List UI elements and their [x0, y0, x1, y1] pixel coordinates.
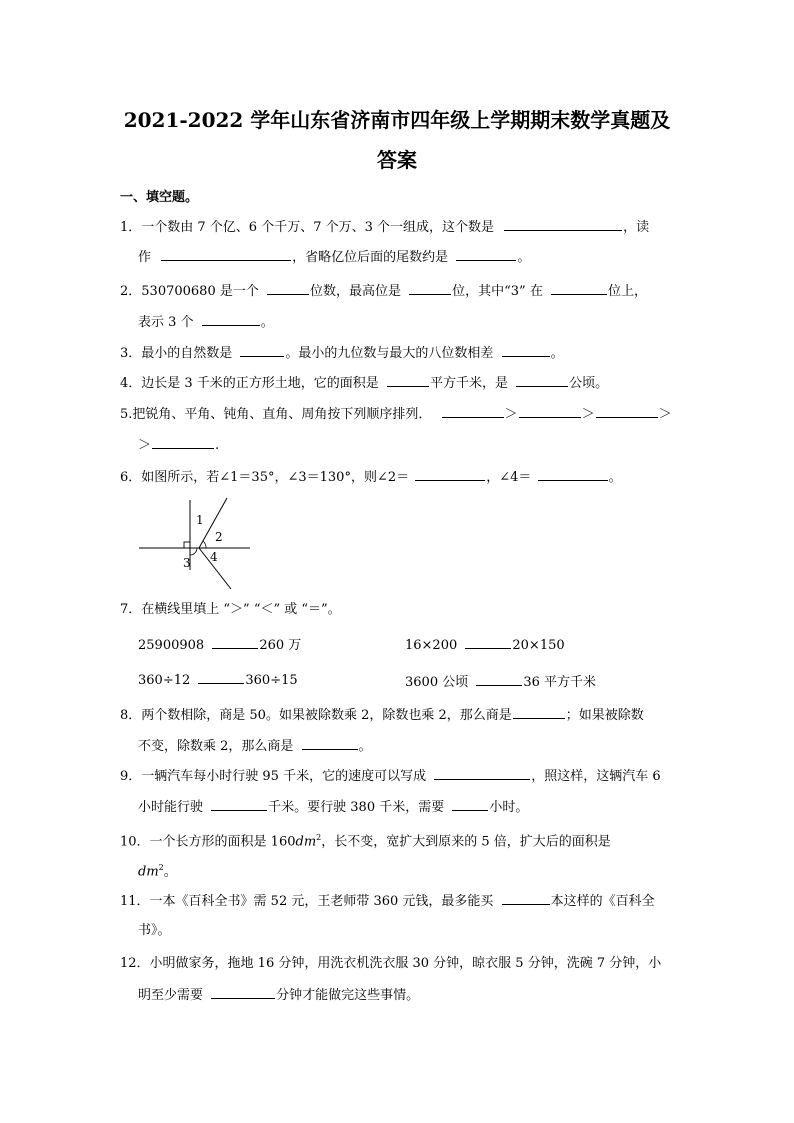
greater-than-sign: ＞	[138, 438, 152, 453]
compare-left: 360÷12	[138, 673, 191, 688]
greater-than-sign: ＞	[581, 407, 595, 422]
angle-label-2: 2	[215, 530, 223, 544]
angle-label-4: 4	[210, 550, 218, 564]
question-text: 分钟才能做完这些事情。	[276, 988, 420, 1003]
question-8-line-2	[138, 737, 372, 756]
question-text: 。	[163, 864, 177, 880]
angle-figure	[135, 495, 255, 595]
question-text: 6．如图所示，若∠1＝35°，∠3＝130°，则∠2＝	[120, 470, 410, 485]
question-text: 2．530700680 是一个	[120, 284, 259, 299]
answer-blank[interactable]	[211, 798, 267, 811]
page-title: 2021-2022 学年山东省济南市四年级上学期期末数学真题及	[123, 108, 671, 132]
answer-blank[interactable]	[596, 405, 658, 418]
question-9-line-1	[120, 767, 661, 786]
question-text: 位上，	[607, 284, 647, 299]
section-heading: 一、填空题。	[120, 190, 199, 205]
question-text: 公顷。	[569, 376, 609, 391]
question-text: 5.把锐角、平角、钝角、直角、周角按下列顺序排列．	[120, 407, 432, 422]
answer-blank[interactable]	[551, 282, 607, 295]
question-text: 小时。	[489, 800, 529, 815]
answer-blank[interactable]	[516, 374, 568, 387]
compare-right: 20×150	[512, 638, 565, 653]
angle-label-1: 1	[196, 513, 204, 527]
answer-blank[interactable]	[476, 673, 522, 686]
question-5-line-1	[120, 405, 672, 424]
question-3	[120, 344, 564, 363]
question-7: 7．在横线里填上 “＞” “＜” 或 “＝”。	[120, 602, 341, 617]
question-text: 1．一个数由 7 个亿、6 个千万、7 个万、3 个一组成，这个数是	[120, 220, 495, 235]
question-9-line-2	[138, 798, 528, 817]
question-text: 8．两个数相除，商是 50。如果被除数乘 2，除数也乘 2，那么商是	[120, 708, 512, 723]
question-text: 位数，最高位是	[309, 284, 401, 299]
answer-blank[interactable]	[452, 798, 488, 811]
question-12-line-2	[138, 986, 419, 1005]
question-10-line-2	[138, 859, 177, 881]
question-text: ，照这样，这辆汽车 6	[531, 769, 661, 784]
question-1-line-1	[120, 218, 649, 237]
question-5-line-2	[138, 436, 219, 455]
compare-left: 16×200	[405, 638, 458, 653]
question-text: 3．最小的自然数是	[120, 346, 233, 361]
question-2-line-1	[120, 282, 647, 301]
unit-exponent: 2	[158, 863, 164, 872]
question-text: ，读	[623, 220, 650, 235]
answer-blank[interactable]	[502, 892, 550, 905]
answer-blank[interactable]	[519, 405, 581, 418]
question-text: 本这样的《百科全	[550, 894, 655, 909]
compare-left: 25900908	[138, 638, 205, 653]
question-text: ，∠4＝	[486, 470, 532, 485]
question-text: 平方千米，是	[429, 376, 508, 391]
question-text: 位，其中“3” 在	[452, 284, 543, 299]
question-6	[120, 468, 622, 487]
question-text: 11．一本《百科全书》需 52 元，王老师带 360 元钱，最多能买	[120, 894, 494, 909]
compare-right: 260 万	[259, 638, 302, 653]
angle-arc	[190, 548, 197, 555]
right-angle-mark	[184, 542, 190, 548]
angle-label-3: 3	[183, 556, 191, 570]
answer-blank[interactable]	[513, 706, 565, 719]
question-text: 小时能行驶	[138, 800, 204, 815]
angle-arc	[203, 541, 206, 548]
compare-right: 360÷15	[245, 673, 298, 688]
answer-blank[interactable]	[212, 636, 258, 649]
answer-blank[interactable]	[202, 313, 260, 326]
question-text: 明至少需要	[138, 988, 204, 1003]
question-text: 9．一辆汽车每小时行驶 95 千米，它的速度可以写成	[120, 769, 427, 784]
greater-than-sign: ＞	[658, 407, 672, 422]
compare-right: 36 平方千米	[523, 675, 597, 690]
answer-blank[interactable]	[456, 248, 516, 261]
answer-blank[interactable]	[465, 636, 511, 649]
question-text: 。	[608, 470, 622, 485]
question-text: ；如果被除数	[565, 708, 644, 723]
question-11-line-2: 书》。	[138, 923, 171, 938]
answer-blank[interactable]	[538, 468, 608, 481]
answer-blank[interactable]	[302, 737, 358, 750]
greater-than-sign: ＞	[504, 407, 518, 422]
question-text: 。	[358, 739, 372, 754]
question-text: 。	[260, 315, 274, 330]
question-11-line-1	[120, 892, 655, 911]
unit-exponent: 2	[316, 833, 322, 842]
answer-blank[interactable]	[409, 282, 451, 295]
question-text: 。最小的九位数与最大的八位数相差	[285, 346, 494, 361]
question-text: ，省略亿位后面的尾数约是	[292, 250, 449, 265]
answer-blank[interactable]	[442, 405, 504, 418]
compare-item-1	[138, 636, 301, 655]
question-text: 千米。要行驶 380 千米，需要	[268, 800, 445, 815]
question-text: 作	[138, 250, 152, 265]
question-12-line-1: 12．小明做家务，拖地 16 分钟，用洗衣机洗衣服 30 分钟，晾衣服 5 分钟，洗碗 7 分钟，小	[120, 956, 662, 971]
question-2-line-2	[138, 313, 274, 332]
unit-dm: dm	[138, 864, 159, 880]
question-text: 。	[550, 346, 564, 361]
compare-item-2	[405, 636, 565, 653]
answer-blank[interactable]	[502, 344, 550, 357]
question-1-line-2	[138, 248, 530, 267]
answer-blank[interactable]	[387, 374, 429, 387]
answer-blank[interactable]	[161, 248, 291, 261]
answer-blank[interactable]	[504, 218, 622, 231]
page-title-continued: 答案	[377, 148, 417, 172]
question-text: ，长不变，宽扩大到原来的 5 倍，扩大后的面积是	[321, 834, 611, 850]
compare-left: 3600 公顷	[405, 675, 469, 690]
unit-dm: dm	[295, 834, 317, 850]
compare-item-4	[405, 671, 596, 690]
answer-blank[interactable]	[198, 671, 244, 684]
compare-item-3	[138, 671, 298, 690]
answer-blank[interactable]	[415, 468, 485, 481]
answer-blank[interactable]	[240, 344, 284, 357]
question-text: 10．一个长方形的面积是 160	[120, 834, 296, 850]
question-text: .	[215, 438, 220, 453]
question-text: 4．边长是 3 千米的正方形土地，它的面积是	[120, 376, 379, 391]
answer-blank[interactable]	[211, 986, 275, 999]
answer-blank[interactable]	[152, 436, 214, 449]
question-text: 不变，除数乘 2，那么商是	[138, 739, 294, 754]
question-text: 。	[517, 250, 531, 265]
question-8-line-1	[120, 706, 644, 725]
question-10-line-1	[120, 829, 611, 851]
answer-blank[interactable]	[267, 282, 309, 295]
answer-blank[interactable]	[434, 767, 530, 780]
question-text: 表示 3 个	[138, 315, 194, 330]
question-4	[120, 374, 608, 393]
